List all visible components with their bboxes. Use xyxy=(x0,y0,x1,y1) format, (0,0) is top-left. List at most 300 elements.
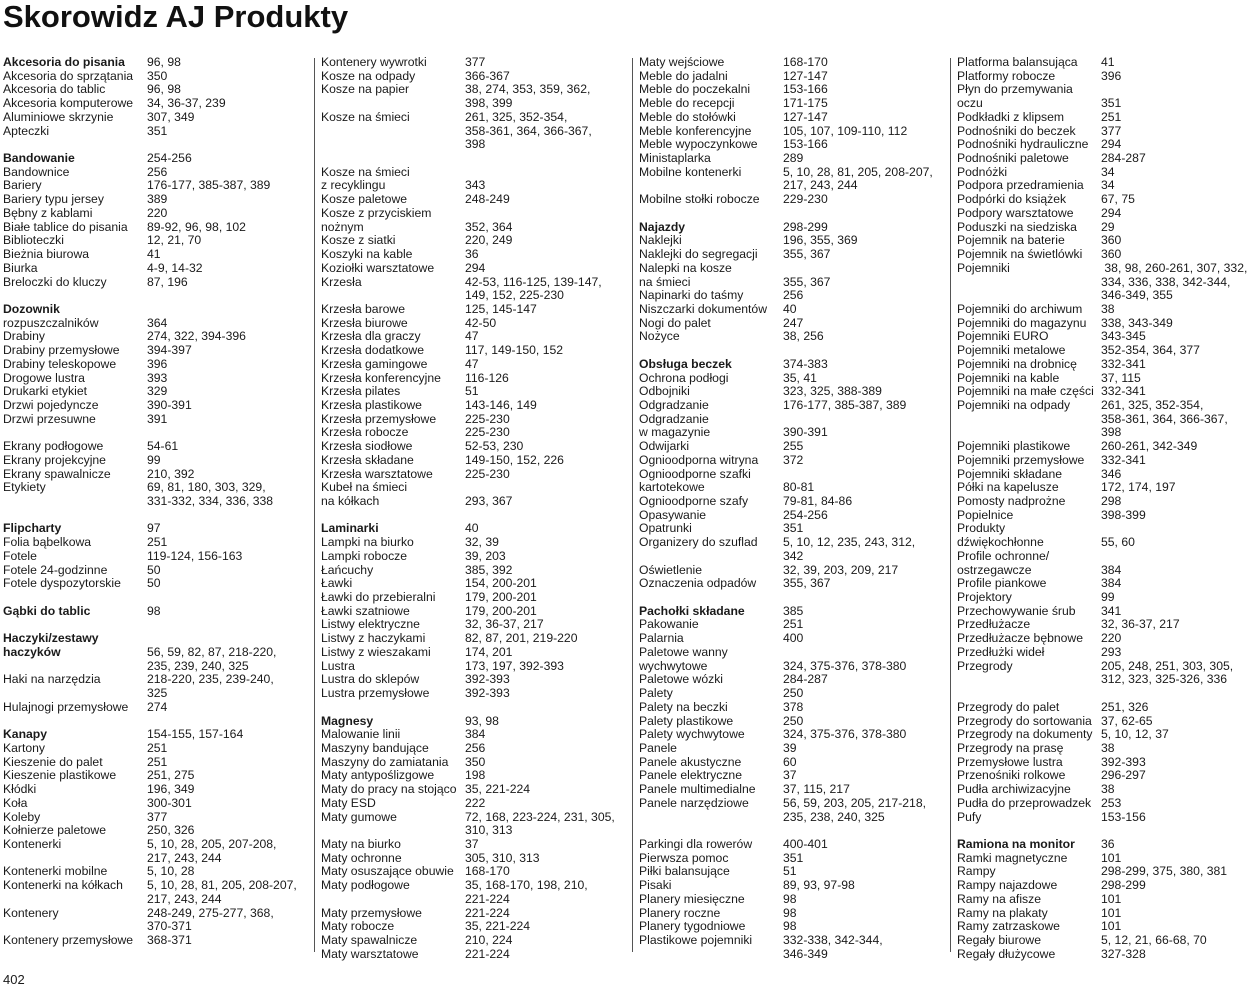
index-pages: 396 xyxy=(1101,68,1122,83)
index-term: Ekrany podłogowe xyxy=(3,439,104,454)
index-entry xyxy=(639,152,945,166)
index-entry xyxy=(957,138,1247,152)
index-entry xyxy=(957,879,1247,893)
index-entry xyxy=(957,289,1247,303)
index-entry xyxy=(639,522,945,536)
index-term: Pufy xyxy=(957,809,982,824)
index-pages: 274, 322, 394-396 xyxy=(147,329,246,344)
index-entry xyxy=(321,769,627,783)
index-entry xyxy=(639,495,945,509)
index-term xyxy=(639,179,783,193)
index-term: Kontenery wywrotki xyxy=(321,55,427,69)
index-term: Opatrunki xyxy=(639,521,692,536)
index-term: na śmieci xyxy=(639,274,691,289)
index-term: Przegrody do sortowania xyxy=(957,713,1092,728)
index-entry xyxy=(639,811,945,825)
index-term: Drabiny xyxy=(3,329,45,344)
index-pages: 5, 10, 28, 81, 205, 208-207, xyxy=(783,164,933,179)
index-term: Listwy z wieszakami xyxy=(321,644,431,659)
index-pages: 220 xyxy=(147,205,168,220)
index-entry xyxy=(3,824,309,838)
index-pages: 325 xyxy=(147,686,168,701)
index-term: Pojemniki na odpady xyxy=(957,397,1071,412)
index-pages: 346-349, 355 xyxy=(1101,288,1173,303)
index-entry xyxy=(957,426,1247,440)
index-term: Drabiny teleskopowe xyxy=(3,356,117,371)
index-pages: 34 xyxy=(1101,164,1115,179)
index-pages: 332-338, 342-344, xyxy=(783,933,883,947)
index-term: Lustra xyxy=(321,658,355,673)
index-term xyxy=(3,687,147,701)
index-term: Przechowywanie śrub xyxy=(957,603,1076,618)
index-pages: 39, 203 xyxy=(465,548,506,563)
index-entry xyxy=(639,385,945,399)
index-pages: 5, 12, 21, 66-68, 70 xyxy=(1101,933,1207,947)
index-pages: 179, 200-201 xyxy=(465,603,537,618)
index-pages: 176-177, 385-387, 389 xyxy=(783,397,907,412)
index-entry xyxy=(3,797,309,811)
index-entry xyxy=(639,797,945,811)
index-term: Przedłużacze bębnowe xyxy=(957,631,1084,646)
index-entry xyxy=(321,193,627,207)
index-entry xyxy=(957,893,1247,907)
index-term: Kartony xyxy=(3,740,46,755)
index-entry xyxy=(321,221,627,235)
index-term: Kontenerki xyxy=(3,836,62,851)
index-term: Ministaplarka xyxy=(639,151,711,166)
index-pages: 41 xyxy=(1101,55,1115,69)
index-pages: 222 xyxy=(465,795,486,810)
index-term: Biurka xyxy=(3,260,38,275)
index-term: Przedłużacze xyxy=(957,617,1031,632)
index-entry xyxy=(639,715,945,729)
index-pages: 324, 375-376, 378-380 xyxy=(783,727,907,742)
index-entry xyxy=(321,605,627,619)
index-pages: 377 xyxy=(147,809,168,824)
index-pages: 4-9, 14-32 xyxy=(147,260,203,275)
index-entry xyxy=(3,248,309,262)
index-term: Pudła archiwizacyjne xyxy=(957,782,1071,797)
index-term: Obsługa beczek xyxy=(639,356,732,371)
index-term: Pojemniki metalowe xyxy=(957,343,1066,358)
index-term: Listwy elektryczne xyxy=(321,617,420,632)
index-entry xyxy=(321,687,627,701)
index-term: Przenośniki rolkowe xyxy=(957,768,1066,783)
index-entry xyxy=(957,577,1247,591)
index-pages: 101 xyxy=(1101,850,1122,865)
index-pages: 255 xyxy=(783,439,804,454)
index-term: Kosze na papier xyxy=(321,82,410,97)
index-pages xyxy=(1101,83,1247,97)
index-entry xyxy=(321,632,627,646)
index-entry xyxy=(957,742,1247,756)
index-pages xyxy=(1101,824,1247,838)
index-pages: 298-299 xyxy=(783,219,828,234)
index-entry xyxy=(3,111,309,125)
index-term: Maszyny do zamiatania xyxy=(321,754,449,769)
index-term: Breloczki do kluczy xyxy=(3,274,107,289)
index-term: Krzesła gamingowe xyxy=(321,356,428,371)
index-entry xyxy=(3,166,309,180)
index-pages: 293 xyxy=(1101,644,1122,659)
index-entry xyxy=(957,440,1247,454)
index-pages: 35, 168-170, 198, 210, xyxy=(465,878,588,893)
index-entry xyxy=(639,111,945,125)
index-entry xyxy=(639,248,945,262)
index-term: Krzesła siodłowe xyxy=(321,439,413,454)
index-pages: 38 xyxy=(1101,740,1115,755)
index-entry xyxy=(639,838,945,852)
index-term: Białe tablice do pisania xyxy=(3,219,128,234)
index-pages: 324, 375-376, 378-380 xyxy=(783,658,907,673)
index-term: Maty ESD xyxy=(321,795,376,810)
index-entry xyxy=(3,934,309,948)
index-entry xyxy=(321,824,627,838)
index-entry xyxy=(321,83,627,97)
index-entry xyxy=(639,125,945,139)
index-entry xyxy=(3,234,309,248)
index-pages: 51 xyxy=(465,384,479,399)
index-pages: 329 xyxy=(147,384,168,399)
index-entry xyxy=(321,372,627,386)
index-pages: 251 xyxy=(1101,109,1122,124)
index-entry xyxy=(3,385,309,399)
index-pages: 221-224 xyxy=(465,946,510,961)
index-pages: 47 xyxy=(465,356,479,371)
index-pages: 332-341 xyxy=(1101,384,1146,399)
index-term: Kosze na śmieci xyxy=(321,164,410,179)
index-pages: 378 xyxy=(783,699,804,714)
index-pages: 210, 392 xyxy=(147,466,195,481)
index-term: Pojemniki przemysłowe xyxy=(957,452,1085,467)
index-pages: 250 xyxy=(783,713,804,728)
index-entry xyxy=(957,193,1247,207)
index-pages: 119-124, 156-163 xyxy=(147,548,243,563)
index-entry xyxy=(3,138,309,152)
index-entry xyxy=(639,893,945,907)
index-entry xyxy=(3,632,309,646)
index-pages: 98 xyxy=(783,919,797,934)
index-term: Dozownik xyxy=(3,301,60,316)
index-entry xyxy=(639,289,945,303)
index-term: Hulajnogi przemysłowe xyxy=(3,699,129,714)
index-entry xyxy=(639,879,945,893)
index-term: Regały biurowe xyxy=(957,933,1042,947)
index-pages: 29 xyxy=(1101,219,1115,234)
index-column-2 xyxy=(321,55,627,961)
index-pages: 384 xyxy=(1101,576,1122,591)
index-term: Odwijarki xyxy=(639,439,690,454)
index-entry xyxy=(639,481,945,495)
index-entry xyxy=(321,413,627,427)
index-entry xyxy=(639,317,945,331)
index-entry xyxy=(321,756,627,770)
index-pages: 217, 243, 244 xyxy=(783,178,858,193)
index-entry xyxy=(321,660,627,674)
index-entry xyxy=(321,920,627,934)
index-pages: 392-393 xyxy=(465,672,510,687)
index-term: Pojemniki xyxy=(957,260,1010,275)
column-divider xyxy=(950,58,951,952)
index-entry xyxy=(321,426,627,440)
index-entry xyxy=(321,330,627,344)
index-entry xyxy=(3,673,309,687)
index-entry xyxy=(639,83,945,97)
index-term: Kosze z siatki xyxy=(321,233,396,248)
index-term xyxy=(321,138,465,152)
index-entry xyxy=(321,289,627,303)
index-pages: 327-328 xyxy=(1101,946,1146,961)
index-pages: 220, 249 xyxy=(465,233,513,248)
index-entry xyxy=(957,111,1247,125)
index-entry xyxy=(321,701,627,715)
index-pages: 364 xyxy=(147,315,168,330)
index-term: Krzesła warsztatowe xyxy=(321,466,433,481)
index-term: Odgradzanie xyxy=(639,411,709,426)
index-pages: 35, 221-224 xyxy=(465,782,531,797)
index-pages: 32, 39, 203, 209, 217 xyxy=(783,562,899,577)
index-entry xyxy=(3,701,309,715)
index-pages xyxy=(147,632,309,646)
index-entry xyxy=(3,207,309,221)
index-term: Pojemniki EURO xyxy=(957,329,1049,344)
index-pages: 38, 274, 353, 359, 362, xyxy=(465,82,591,97)
index-term: Bębny z kablami xyxy=(3,205,93,220)
index-entry xyxy=(639,687,945,701)
index-pages: 38, 98, 260-261, 307, 332, xyxy=(1101,260,1248,275)
index-term: Haczyki/zestawy xyxy=(3,631,99,646)
index-pages: 274 xyxy=(147,699,168,714)
index-term: z recyklingu xyxy=(321,178,386,193)
index-pages: 368-371 xyxy=(147,933,192,947)
index-entry xyxy=(639,262,945,276)
index-term xyxy=(3,715,147,729)
index-pages: 101 xyxy=(1101,891,1122,906)
index-entry xyxy=(321,865,627,879)
index-term: Przemysłowe lustra xyxy=(957,754,1063,769)
index-entry xyxy=(957,303,1247,317)
index-pages: 153-156 xyxy=(1101,809,1146,824)
index-term: Lampki robocze xyxy=(321,548,408,563)
index-entry xyxy=(957,97,1247,111)
index-pages: 294 xyxy=(1101,137,1122,152)
index-term: Bieżnia biurowa xyxy=(3,247,90,262)
index-entry xyxy=(321,317,627,331)
index-pages: 154-155, 157-164 xyxy=(147,727,244,742)
index-entry xyxy=(3,756,309,770)
index-pages xyxy=(783,468,945,482)
index-pages: 260-261, 342-349 xyxy=(1101,439,1198,454)
index-pages: 79-81, 84-86 xyxy=(783,494,853,508)
index-entry xyxy=(639,852,945,866)
index-term: Pisaki xyxy=(639,878,672,893)
index-term: Etykiety xyxy=(3,480,46,495)
index-pages xyxy=(783,591,945,605)
index-entry xyxy=(957,646,1247,660)
index-pages: 332-341 xyxy=(1101,452,1146,467)
index-term: Pojemniki na kable xyxy=(957,370,1060,385)
index-pages: 101 xyxy=(1101,919,1122,934)
index-pages: 225-230 xyxy=(465,425,510,440)
index-term: Bariery xyxy=(3,178,42,193)
index-pages: 5, 10, 28 xyxy=(147,864,195,879)
index-entry xyxy=(957,56,1247,70)
index-pages: 396 xyxy=(147,356,168,371)
index-entry xyxy=(957,920,1247,934)
index-pages: 38 xyxy=(1101,782,1115,797)
index-entry xyxy=(957,536,1247,550)
index-term: Poduszki na siedziska xyxy=(957,219,1077,234)
index-term xyxy=(957,426,1101,440)
page-number: 402 xyxy=(3,972,25,987)
index-term: Lampki na biurko xyxy=(321,535,414,550)
index-entry xyxy=(321,481,627,495)
index-term: Lustra do sklepów xyxy=(321,672,420,687)
index-entry xyxy=(639,234,945,248)
index-term: Panele akustyczne xyxy=(639,754,742,769)
index-term: Akcesoria komputerowe xyxy=(3,96,134,111)
index-term: Koleby xyxy=(3,809,41,824)
index-pages: 284-287 xyxy=(1101,151,1146,166)
index-pages: 32, 39 xyxy=(465,535,499,550)
index-term xyxy=(957,687,1101,701)
index-term: Odbojniki xyxy=(639,384,690,399)
index-entry xyxy=(3,687,309,701)
index-pages: 60 xyxy=(783,754,797,769)
index-term: Kosze z przyciskiem xyxy=(321,205,432,220)
index-pages: 400-401 xyxy=(783,836,828,851)
index-pages: 284-287 xyxy=(783,672,828,687)
index-term: Maty do pracy na stojąco xyxy=(321,782,457,797)
index-entry xyxy=(957,852,1247,866)
index-term: Ławki szatniowe xyxy=(321,603,410,618)
index-pages: 332-341 xyxy=(1101,356,1146,371)
index-entry xyxy=(639,454,945,468)
index-pages: 392-393 xyxy=(1101,754,1146,769)
index-term: Paletowe wanny xyxy=(639,644,728,659)
index-entry xyxy=(639,618,945,632)
index-entry xyxy=(321,97,627,111)
index-entry xyxy=(321,550,627,564)
index-term: Profile piankowe xyxy=(957,576,1047,591)
index-pages: 89, 93, 97-98 xyxy=(783,878,855,893)
index-term: Palety na beczki xyxy=(639,699,728,714)
index-term xyxy=(3,920,147,934)
index-term: Platformy robocze xyxy=(957,68,1056,83)
index-term: Pierwsza pomoc xyxy=(639,850,729,865)
index-entry xyxy=(321,152,627,166)
index-term: Przegrody na prasę xyxy=(957,740,1064,755)
index-pages: 38, 256 xyxy=(783,329,824,344)
index-pages: 225-230 xyxy=(465,466,510,481)
column-divider xyxy=(632,58,633,952)
index-term xyxy=(3,426,147,440)
index-entry xyxy=(321,646,627,660)
index-term: Maty spawalnicze xyxy=(321,933,418,947)
index-entry xyxy=(957,907,1247,921)
index-term: Palety wychwytowe xyxy=(639,727,745,742)
index-term: Ramy zatrzaskowe xyxy=(957,919,1060,934)
index-term: Organizery do szuflad xyxy=(639,535,758,550)
index-term: Lustra przemysłowe xyxy=(321,686,430,701)
index-entry xyxy=(957,481,1247,495)
index-pages: 5, 10, 28, 81, 205, 208-207, xyxy=(147,878,297,893)
index-entry xyxy=(3,536,309,550)
index-entry xyxy=(321,948,627,962)
index-term: Krzesła składane xyxy=(321,452,414,467)
index-pages: 334, 336, 338, 342-344, xyxy=(1101,274,1231,289)
index-term: Regały dłużycowe xyxy=(957,946,1056,961)
index-pages xyxy=(147,509,309,523)
index-term: Nogi do palet xyxy=(639,315,711,330)
index-entry xyxy=(3,125,309,139)
index-entry xyxy=(3,481,309,495)
index-entry xyxy=(3,152,309,166)
index-pages: 351 xyxy=(783,850,804,865)
index-pages: 307, 349 xyxy=(147,109,195,124)
index-term xyxy=(639,824,783,838)
index-entry xyxy=(957,385,1247,399)
index-pages: 394-397 xyxy=(147,343,192,358)
index-entry xyxy=(957,783,1247,797)
index-pages: 42-50 xyxy=(465,315,497,330)
index-entry xyxy=(957,83,1247,97)
index-pages: 153-166 xyxy=(783,82,828,97)
index-pages: 37, 115, 217 xyxy=(783,782,850,797)
index-pages: 198 xyxy=(465,768,486,783)
index-pages: 5, 10, 28, 205, 207-208, xyxy=(147,836,277,851)
index-entry xyxy=(3,426,309,440)
index-term: Kłódki xyxy=(3,782,37,797)
index-entry xyxy=(957,413,1247,427)
index-term: na kółkach xyxy=(321,494,380,508)
index-entry xyxy=(639,660,945,674)
index-term: Meble do recepcji xyxy=(639,96,735,111)
index-term: Mobilne stołki robocze xyxy=(639,192,760,207)
index-entry xyxy=(957,125,1247,139)
index-term: Maty ochronne xyxy=(321,850,402,865)
index-pages: 289 xyxy=(783,151,804,166)
index-pages: 261, 325, 352-354, xyxy=(465,109,568,124)
index-entry xyxy=(957,262,1247,276)
index-pages: 42-53, 116-125, 139-147, xyxy=(465,274,602,289)
index-pages: 34, 36-37, 239 xyxy=(147,96,226,111)
index-entry xyxy=(321,495,627,509)
page-title: Skorowidz AJ Produkty xyxy=(3,0,349,34)
index-pages xyxy=(1101,550,1247,564)
index-entry xyxy=(957,865,1247,879)
index-pages: 392-393 xyxy=(465,686,510,701)
index-entry xyxy=(957,330,1247,344)
index-pages: 105, 107, 109-110, 112 xyxy=(783,123,908,138)
index-term: Kosze na odpady xyxy=(321,68,416,83)
index-pages: 50 xyxy=(147,576,161,591)
index-term xyxy=(321,824,465,838)
index-entry xyxy=(3,358,309,372)
index-pages xyxy=(465,207,627,221)
index-term: Podpórki do książek xyxy=(957,192,1067,207)
index-pages xyxy=(465,701,627,715)
index-pages: 385 xyxy=(783,603,804,618)
index-pages: 251, 326 xyxy=(1101,699,1149,714)
index-term: Ramy na plakaty xyxy=(957,905,1048,920)
index-term: Planery tygodniowe xyxy=(639,919,746,934)
index-term: Kosze na śmieci xyxy=(321,109,410,124)
index-pages: 143-146, 149 xyxy=(465,397,537,412)
index-pages: 221-224 xyxy=(465,891,510,906)
index-entry xyxy=(957,358,1247,372)
index-entry xyxy=(3,660,309,674)
